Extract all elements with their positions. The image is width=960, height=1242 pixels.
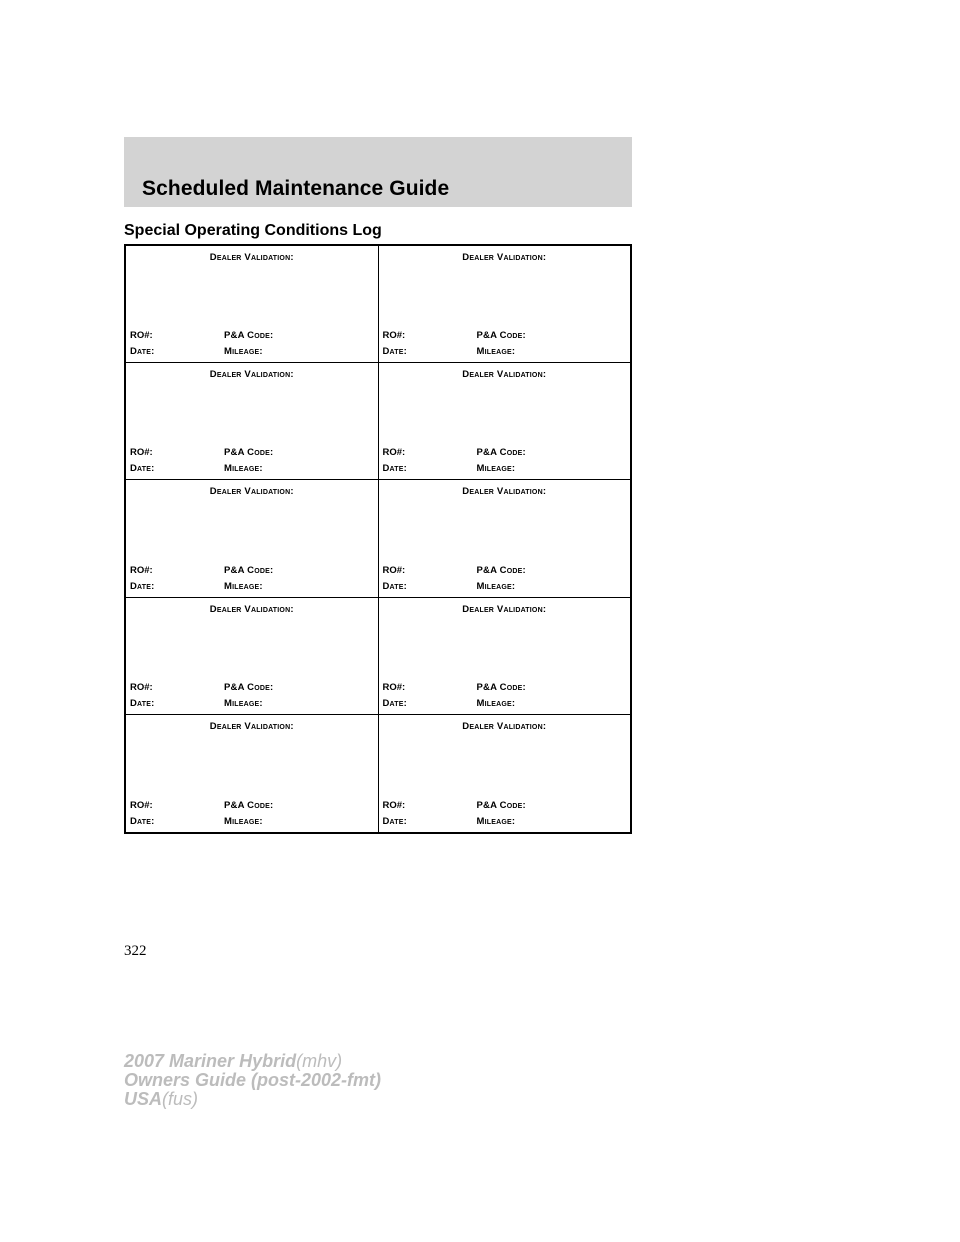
ro-line [383, 330, 627, 342]
footer-model: 2007 Mariner Hybrid [124, 1051, 297, 1071]
section-title: Special Operating Conditions Log [124, 222, 382, 239]
date-label: Date: [382, 463, 408, 475]
ro-label: RO#: [382, 681, 406, 693]
date-line [130, 698, 374, 710]
ro-label: RO#: [130, 681, 153, 693]
maintenance-log-table [124, 244, 632, 834]
footer-model-code: (mhv) [296, 1051, 343, 1071]
pa-code-label: P&A Code: [476, 681, 526, 693]
date-label: Date: [130, 346, 155, 358]
ro-label: RO#: [130, 330, 153, 342]
log-entry-cell [378, 715, 631, 832]
header-title: Scheduled Maintenance Guide [142, 177, 450, 200]
log-entry-cell [126, 246, 378, 362]
mileage-label: Mileage: [224, 580, 263, 592]
dealer-validation-label: Dealer Validation: [209, 486, 294, 498]
ro-line [130, 800, 374, 812]
date-line [383, 816, 627, 828]
mileage-label: Mileage: [476, 346, 516, 358]
date-label: Date: [130, 697, 155, 709]
log-entry-cell [378, 246, 631, 362]
ro-label: RO#: [382, 330, 406, 342]
pa-code-label: P&A Code: [224, 330, 274, 342]
log-entry-cell [126, 715, 378, 832]
dealer-validation-label: Dealer Validation: [209, 252, 294, 263]
date-label: Date: [382, 815, 408, 827]
dealer-validation-label: Dealer Validation: [462, 603, 547, 615]
footer-line-3 [124, 1090, 381, 1109]
pa-code-label: P&A Code: [224, 681, 274, 693]
ro-line [383, 682, 627, 694]
mileage-label: Mileage: [224, 463, 263, 475]
dealer-validation-label: Dealer Validation: [209, 603, 294, 615]
date-line [130, 463, 374, 475]
dealer-validation-label: Dealer Validation: [462, 369, 547, 381]
footer-line-2: Owners Guide (post-2002-fmt) [124, 1070, 382, 1090]
date-line [130, 816, 374, 828]
pa-code-label: P&A Code: [224, 799, 274, 811]
page-number: 322 [124, 943, 147, 959]
mileage-label: Mileage: [476, 815, 516, 827]
pa-code-label: P&A Code: [476, 330, 526, 342]
mileage-label: Mileage: [224, 346, 263, 358]
date-line [130, 346, 374, 358]
date-line [130, 581, 374, 593]
document-footer [124, 1052, 381, 1109]
mileage-label: Mileage: [476, 463, 516, 475]
log-entry-cell [126, 480, 378, 596]
pa-code-label: P&A Code: [476, 447, 526, 459]
dealer-validation-label: Dealer Validation: [209, 369, 294, 381]
dealer-validation-label: Dealer Validation: [462, 720, 547, 732]
footer-market-code: (fus) [162, 1089, 199, 1109]
dealer-validation-label: Dealer Validation: [462, 486, 547, 498]
pa-code-label: P&A Code: [224, 447, 274, 459]
footer-line-1 [124, 1052, 381, 1071]
ro-label: RO#: [130, 799, 153, 811]
log-entry-cell [378, 598, 631, 714]
ro-line [383, 447, 627, 459]
ro-label: RO#: [382, 447, 406, 459]
pa-code-label: P&A Code: [476, 564, 526, 576]
header-band [124, 137, 632, 207]
date-label: Date: [130, 815, 155, 827]
log-row [126, 480, 630, 597]
date-label: Date: [130, 463, 155, 475]
date-label: Date: [382, 580, 408, 592]
log-entry-cell [126, 598, 378, 714]
ro-line [130, 565, 374, 577]
mileage-label: Mileage: [476, 580, 516, 592]
date-line [383, 346, 627, 358]
log-entry-cell [378, 480, 631, 596]
mileage-label: Mileage: [476, 697, 516, 709]
date-label: Date: [130, 580, 155, 592]
ro-label: RO#: [130, 564, 153, 576]
log-entry-cell [378, 363, 631, 479]
log-row [126, 598, 630, 715]
footer-market: USA [124, 1089, 163, 1109]
ro-line [383, 800, 627, 812]
ro-line [130, 330, 374, 342]
date-label: Date: [382, 697, 408, 709]
pa-code-label: P&A Code: [224, 564, 274, 576]
ro-line [383, 565, 627, 577]
dealer-validation-label: Dealer Validation: [462, 252, 547, 263]
log-row [126, 246, 630, 363]
ro-label: RO#: [382, 564, 406, 576]
ro-line [130, 447, 374, 459]
date-line [383, 581, 627, 593]
log-row [126, 363, 630, 480]
mileage-label: Mileage: [224, 815, 263, 827]
date-label: Date: [382, 346, 408, 358]
pa-code-label: P&A Code: [476, 799, 526, 811]
log-entry-cell [126, 363, 378, 479]
dealer-validation-label: Dealer Validation: [209, 720, 294, 732]
log-row [126, 715, 630, 832]
ro-line [130, 682, 374, 694]
ro-label: RO#: [130, 447, 153, 459]
date-line [383, 698, 627, 710]
ro-label: RO#: [382, 799, 406, 811]
mileage-label: Mileage: [224, 697, 263, 709]
date-line [383, 463, 627, 475]
